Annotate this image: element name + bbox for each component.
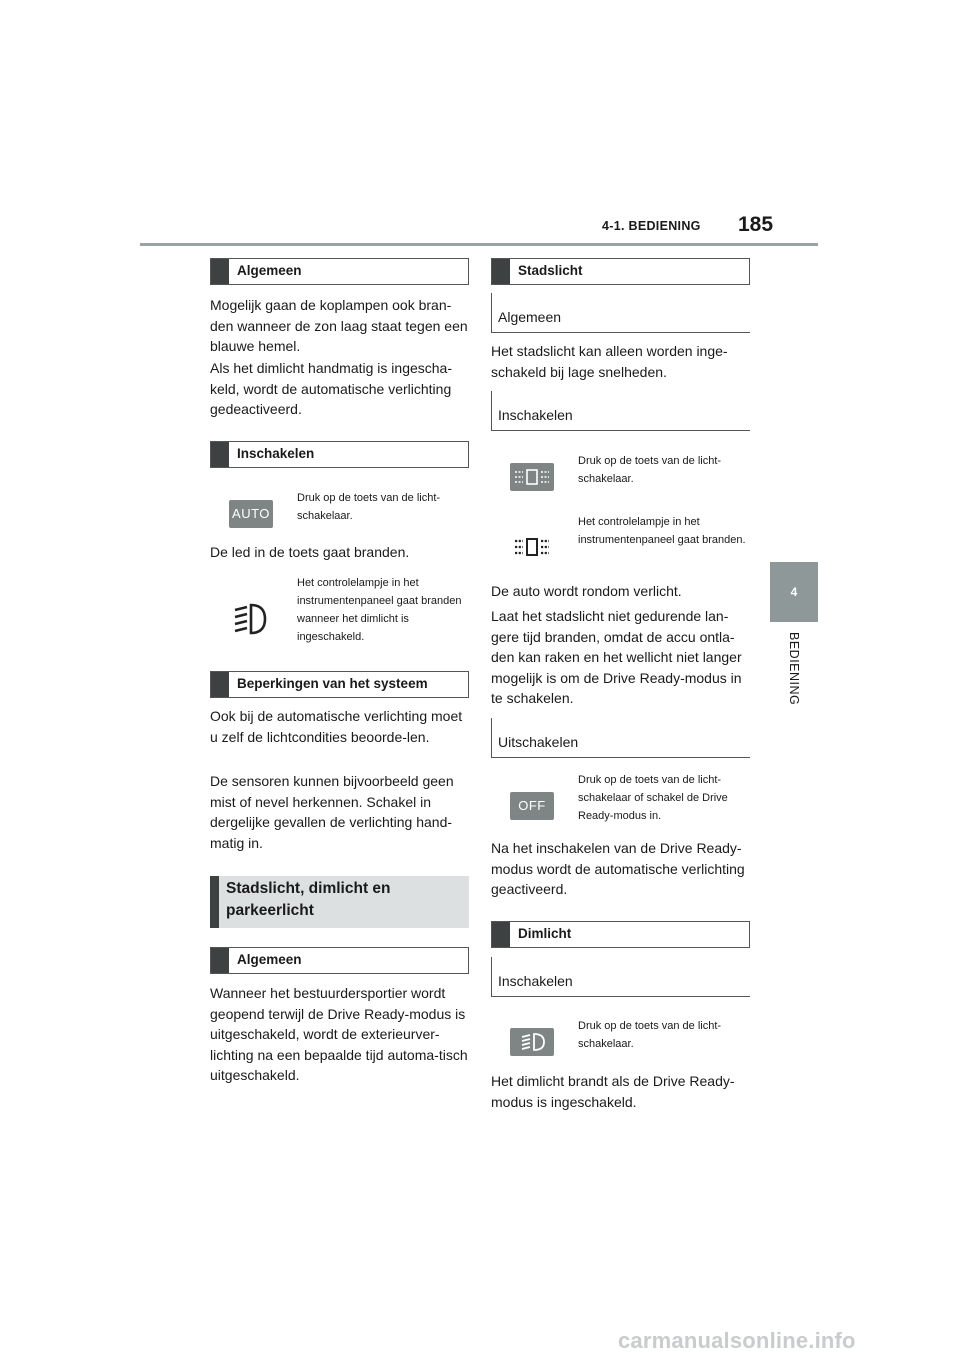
paragraph: Mogelijk gaan de koplampen ook bran-den wanneer de zon laag staat tegen een blauwe hemel. — [210, 297, 468, 354]
section-heading: Stadslicht, dimlicht en parkeerlicht — [210, 876, 469, 928]
note: Druk op de toets van de licht-schakelaar. — [297, 492, 441, 522]
paragraph: De sensoren kunnen bijvoorbeeld geen mist of nevel herkennen. Schakel in dergelijke gevallen de verlichting hand-matig in. — [210, 773, 454, 851]
paragraph: De led in de toets gaat branden. — [210, 544, 410, 560]
subheading-switch-on: Inschakelen — [491, 407, 750, 431]
parking-light-button-icon — [510, 463, 554, 491]
chapter-tab-label: BEDIENING — [787, 632, 801, 706]
paragraph: Laat het stadslicht niet gedurende lan-gere tijd branden, omdat de accu ontla-den kan raken en het wellicht niet langer mogelijk is om de Drive Ready-modus in te schakelen. — [491, 608, 742, 706]
paragraph: Wanneer het bestuurdersportier wordt geopend terwijl de Drive Ready-modus is uitgeschakeld, wordt de exterieurver-lichting na een bepaalde tijd automa-tisch uitgeschakeld. — [210, 985, 468, 1083]
header-divider — [140, 243, 818, 246]
note: Druk op de toets van de licht-schakelaar. — [578, 455, 722, 485]
paragraph: Ook bij de automatische verlichting moet u zelf de lichtcondities beoorde-len. — [210, 708, 463, 745]
paragraph: Na het inschakelen van de Drive Ready-modus wordt de automatische verlichting geactiveerd. — [491, 840, 745, 897]
heading-stadslicht: Stadslicht — [491, 258, 750, 285]
low-beam-indicator-icon — [229, 601, 269, 637]
note: Druk op de toets van de licht-schakelaar of schakel de Drive Ready-modus in. — [578, 774, 728, 822]
chapter-tab-number: 4 — [770, 562, 818, 622]
note: Het controlelampje in het instrumentenpaneel gaat branden. — [578, 516, 746, 546]
paragraph: Het stadslicht kan alleen worden inge-schakeld bij lage snelheden. — [491, 343, 728, 380]
low-beam-button-icon — [510, 1028, 554, 1056]
heading-dimlicht: Dimlicht — [491, 921, 750, 948]
note: Druk op de toets van de licht-schakelaar. — [578, 1020, 722, 1050]
note: Het controlelampje in het instrumentenpaneel gaat branden wanneer het dimlicht is ingeschakeld. — [297, 577, 462, 643]
auto-button-icon: AUTO — [229, 500, 273, 528]
paragraph: Als het dimlicht handmatig is ingescha-keld, wordt de automatische verlichting gedeactiveerd. — [210, 360, 453, 417]
heading-general: Algemeen — [210, 258, 469, 285]
heading-switch-on: Inschakelen — [210, 441, 469, 468]
subheading-switch-off: Uitschakelen — [491, 734, 750, 758]
page-number: 185 — [738, 213, 774, 236]
section-title: 4-1. BEDIENING — [602, 219, 701, 233]
off-button-icon: OFF — [510, 792, 554, 820]
paragraph: De auto wordt rondom verlicht. — [491, 583, 682, 599]
heading-limits: Beperkingen van het systeem — [210, 671, 469, 698]
subheading-switch-on-2: Inschakelen — [491, 973, 750, 997]
watermark: carmanualsonline.info — [618, 1328, 856, 1353]
parking-light-indicator-icon — [512, 533, 552, 561]
paragraph: Het dimlicht brandt als de Drive Ready-modus is ingeschakeld. — [491, 1073, 735, 1110]
subheading-general: Algemeen — [491, 309, 750, 333]
heading-general-2: Algemeen — [210, 947, 469, 974]
